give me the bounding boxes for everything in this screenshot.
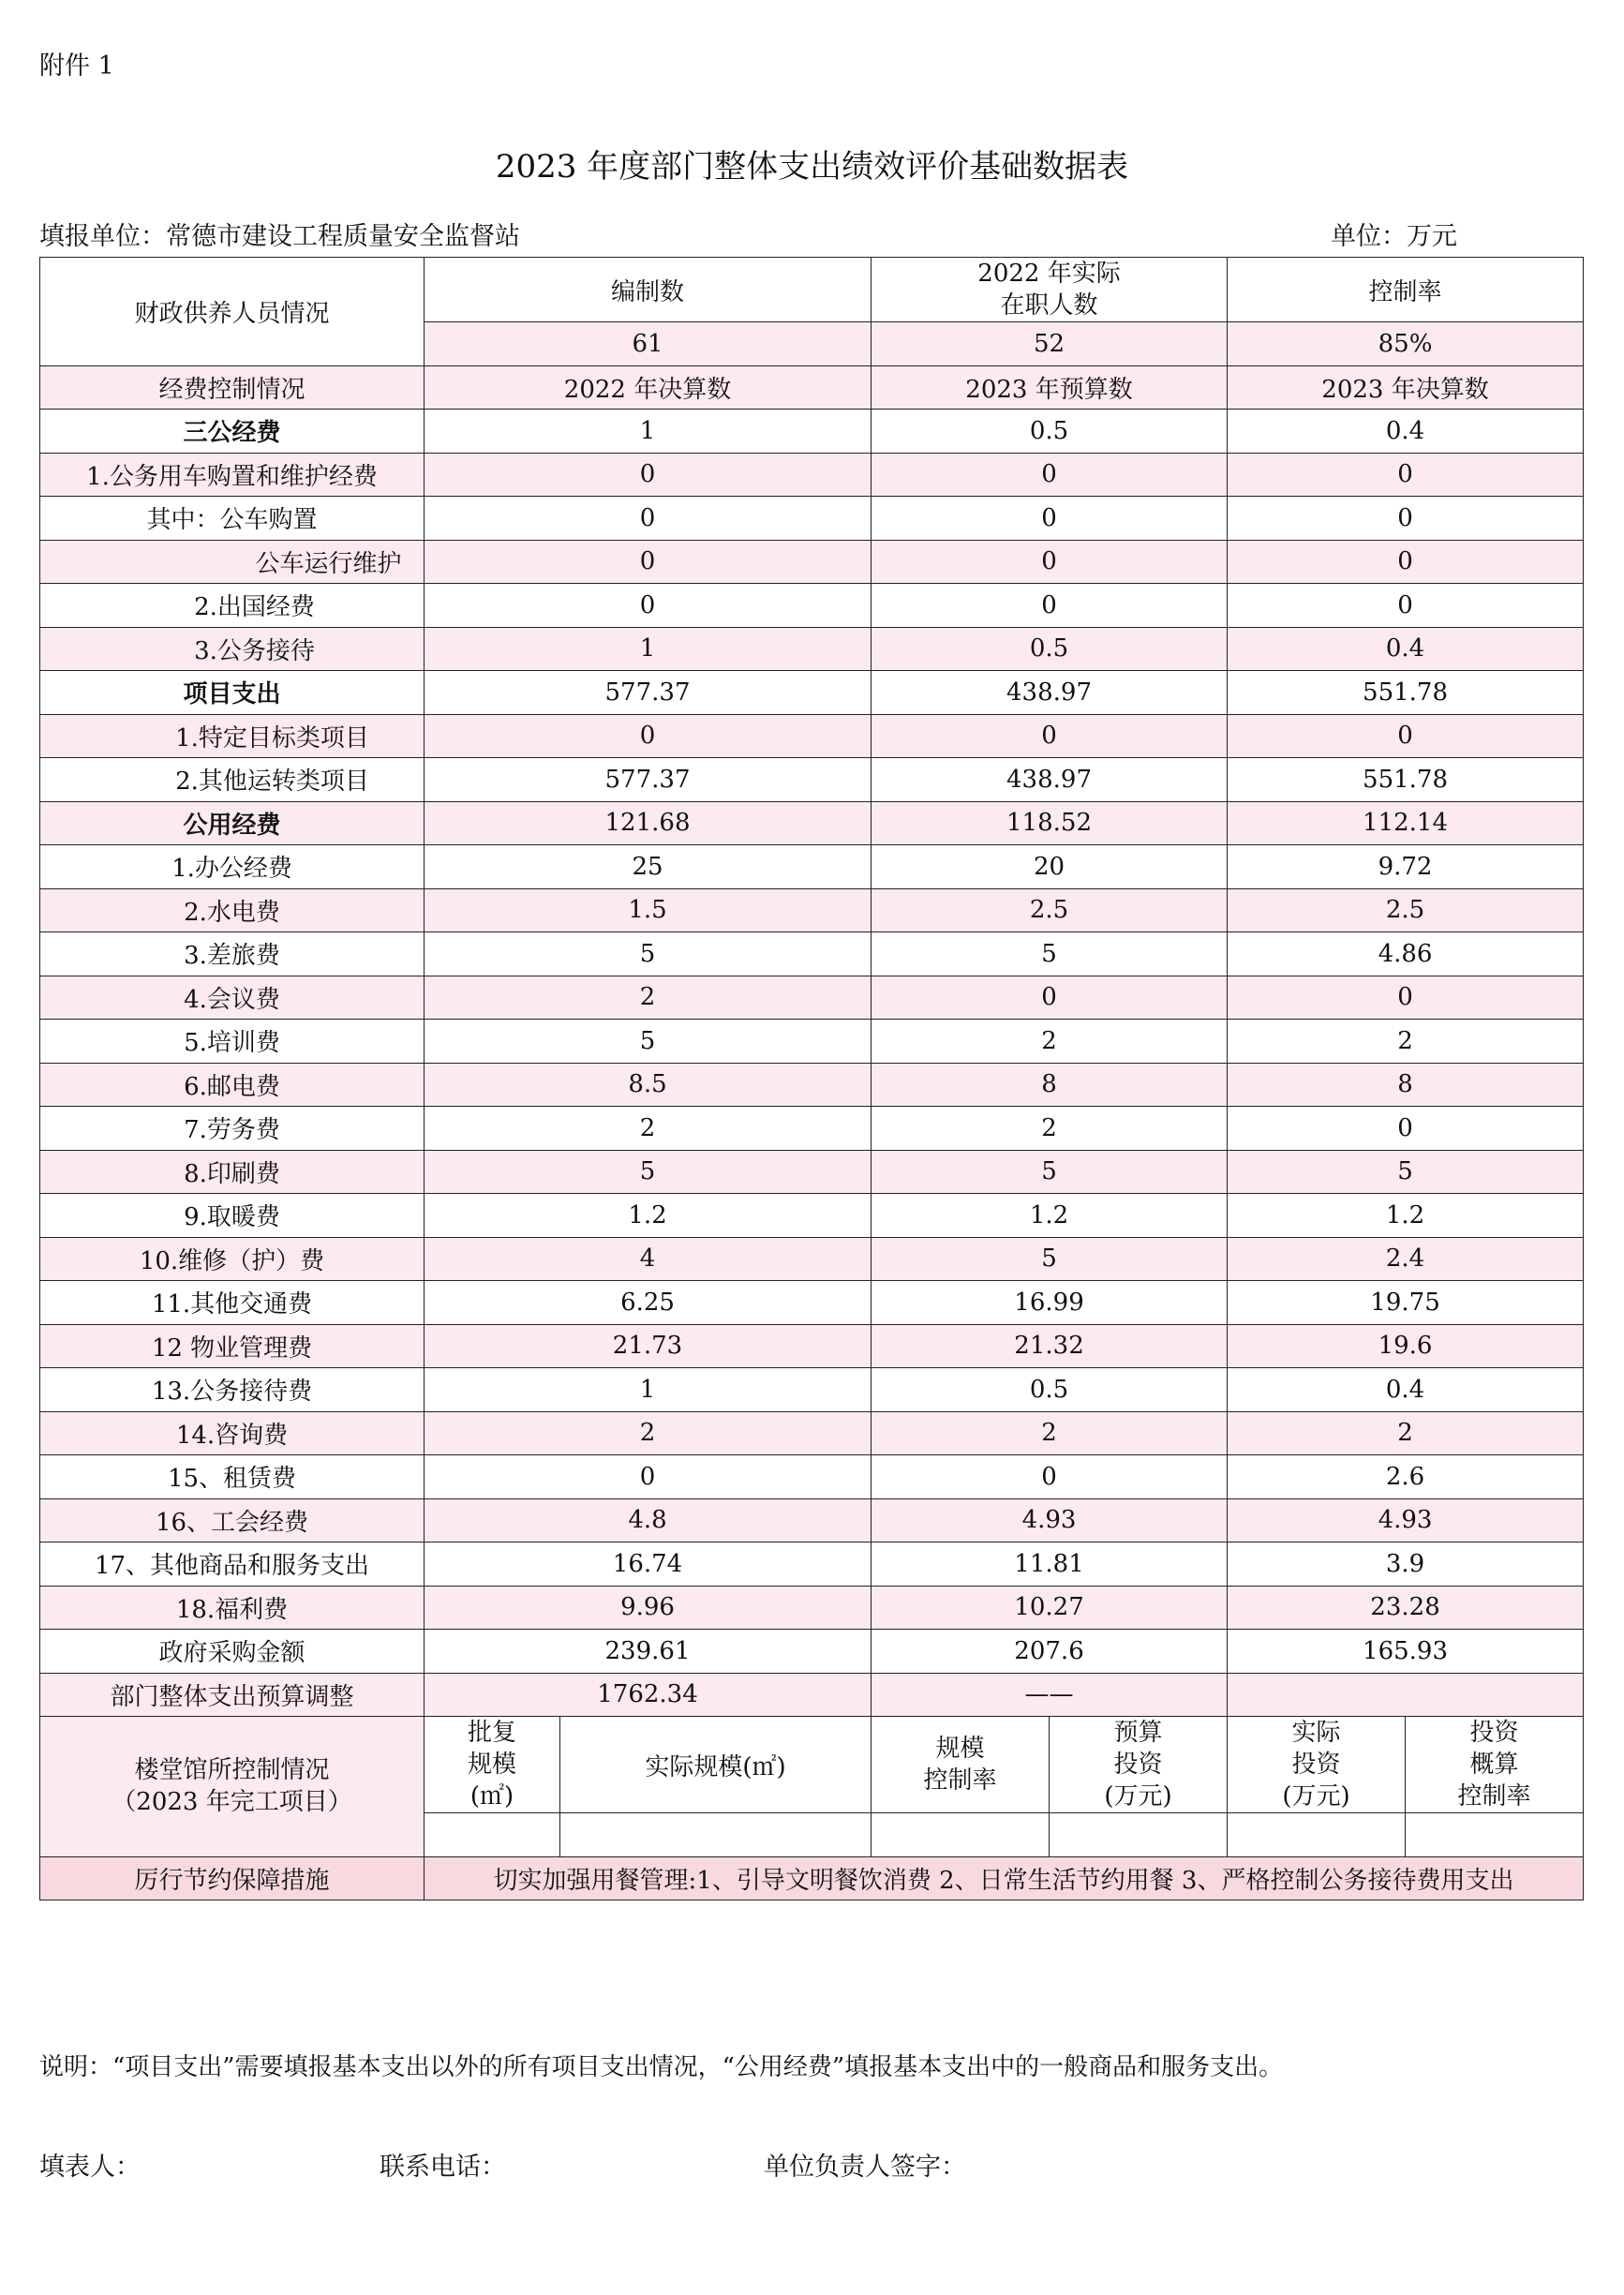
staff-value-actual: 52 bbox=[872, 322, 1228, 366]
table-row: 项目支出 577.37 438.97 551.78 bbox=[40, 671, 1584, 715]
table-row: 11.其他交通费 6.25 16.99 19.75 bbox=[40, 1281, 1584, 1325]
staff-label: 财政供养人员情况 bbox=[40, 258, 425, 366]
building-actual-scale: 实际规模(㎡) bbox=[560, 1717, 872, 1813]
page-title: 2023 年度部门整体支出绩效评价基础数据表 bbox=[495, 148, 1129, 186]
currency-unit: 单位：万元 bbox=[1331, 222, 1457, 251]
table-row: 公用经费 121.68 118.52 112.14 bbox=[40, 801, 1584, 845]
table-row: 1.特定目标类项目 0 0 0 bbox=[40, 714, 1584, 758]
table-row: 10.维修（护）费 4 5 2.4 bbox=[40, 1237, 1584, 1281]
signature-label: 单位负责人签字： bbox=[764, 2153, 966, 2182]
staff-col-rate: 控制率 bbox=[1228, 258, 1584, 322]
attachment-label: 附件 1 bbox=[39, 52, 114, 81]
budget-adjust-row bbox=[40, 1673, 1584, 1717]
table-row: 16、工会经费 4.8 4.93 4.93 bbox=[40, 1498, 1584, 1542]
table-row: 其中：公车购置 0 0 0 bbox=[40, 497, 1584, 541]
table-row: 三公经费 1 0.5 0.4 bbox=[40, 410, 1584, 454]
table-row: 公车运行维护 0 0 0 bbox=[40, 540, 1584, 584]
performance-data-table bbox=[39, 257, 1584, 1900]
expense-col-2022-final: 2022 年决算数 bbox=[425, 365, 872, 410]
building-scale-rate: 规模 控制率 bbox=[872, 1717, 1050, 1813]
building-approved-scale: 批复 规模 (㎡) bbox=[425, 1717, 560, 1813]
building-label: 楼堂馆所控制情况 （2023 年完工项目） bbox=[40, 1717, 425, 1857]
budget-adjust-label: 部门整体支出预算调整 bbox=[40, 1673, 425, 1717]
table-row: 18.福利费 9.96 10.27 23.28 bbox=[40, 1586, 1584, 1630]
staff-col-actual: 2022 年实际 在职人数 bbox=[872, 258, 1228, 322]
reporting-unit: 填报单位：常德市建设工程质量安全监督站 bbox=[39, 222, 520, 251]
staff-value-rate: 85% bbox=[1228, 322, 1584, 366]
saving-measures-text: 切实加强用餐管理:1、引导文明餐饮消费 2、日常生活节约用餐 3、严格控制公务接待费用支出 bbox=[425, 1856, 1584, 1900]
table-row: 2.水电费 1.5 2.5 2.5 bbox=[40, 888, 1584, 932]
table-row: 15、租赁费 0 0 2.6 bbox=[40, 1455, 1584, 1499]
filler-label: 填表人： bbox=[39, 2153, 141, 2182]
expense-label: 经费控制情况 bbox=[40, 365, 425, 410]
budget-adjust-dash: —— bbox=[872, 1673, 1228, 1717]
table-row: 3.差旅费 5 5 4.86 bbox=[40, 932, 1584, 976]
staff-header-row bbox=[40, 258, 1584, 322]
budget-adjust-value: 1762.34 bbox=[425, 1673, 872, 1717]
table-note: 说明：“项目支出”需要填报基本支出以外的所有项目支出情况，“公用经费”填报基本支出中的一般商品和服务支出。 bbox=[39, 2053, 1284, 2081]
saving-measures-row bbox=[40, 1856, 1584, 1900]
table-row: 2.其他运转类项目 577.37 438.97 551.78 bbox=[40, 758, 1584, 802]
expense-col-2023-budget: 2023 年预算数 bbox=[872, 365, 1228, 410]
building-budget-invest: 预算 投资 (万元) bbox=[1050, 1717, 1228, 1813]
building-invest-rate: 投资 概算 控制率 bbox=[1406, 1717, 1584, 1813]
budget-adjust-empty bbox=[1228, 1673, 1584, 1717]
table-row: 6.邮电费 8.5 8 8 bbox=[40, 1063, 1584, 1107]
table-row: 1.公务用车购置和维护经费 0 0 0 bbox=[40, 453, 1584, 497]
table-row: 政府采购金额 239.61 207.6 165.93 bbox=[40, 1630, 1584, 1674]
table-row: 14.咨询费 2 2 2 bbox=[40, 1411, 1584, 1455]
expense-header-row bbox=[40, 365, 1584, 410]
table-row: 3.公务接待 1 0.5 0.4 bbox=[40, 627, 1584, 671]
table-row: 13.公务接待费 1 0.5 0.4 bbox=[40, 1368, 1584, 1412]
table-row: 1.办公经费 25 20 9.72 bbox=[40, 845, 1584, 889]
building-header-row bbox=[40, 1717, 1584, 1813]
building-actual-invest: 实际 投资 (万元) bbox=[1228, 1717, 1406, 1813]
staff-value-quota: 61 bbox=[425, 322, 872, 366]
table-row: 4.会议费 2 0 0 bbox=[40, 976, 1584, 1020]
phone-label: 联系电话： bbox=[380, 2153, 506, 2182]
table-row: 8.印刷费 5 5 5 bbox=[40, 1150, 1584, 1194]
table-row: 12 物业管理费 21.73 21.32 19.6 bbox=[40, 1324, 1584, 1368]
saving-measures-label: 厉行节约保障措施 bbox=[40, 1856, 425, 1900]
table-row: 9.取暖费 1.2 1.2 1.2 bbox=[40, 1194, 1584, 1238]
table-row: 5.培训费 5 2 2 bbox=[40, 1020, 1584, 1064]
expense-col-2023-final: 2023 年决算数 bbox=[1228, 365, 1584, 410]
table-row: 2.出国经费 0 0 0 bbox=[40, 584, 1584, 628]
table-row: 7.劳务费 2 2 0 bbox=[40, 1107, 1584, 1151]
table-row: 17、其他商品和服务支出 16.74 11.81 3.9 bbox=[40, 1542, 1584, 1587]
staff-col-quota: 编制数 bbox=[425, 258, 872, 322]
